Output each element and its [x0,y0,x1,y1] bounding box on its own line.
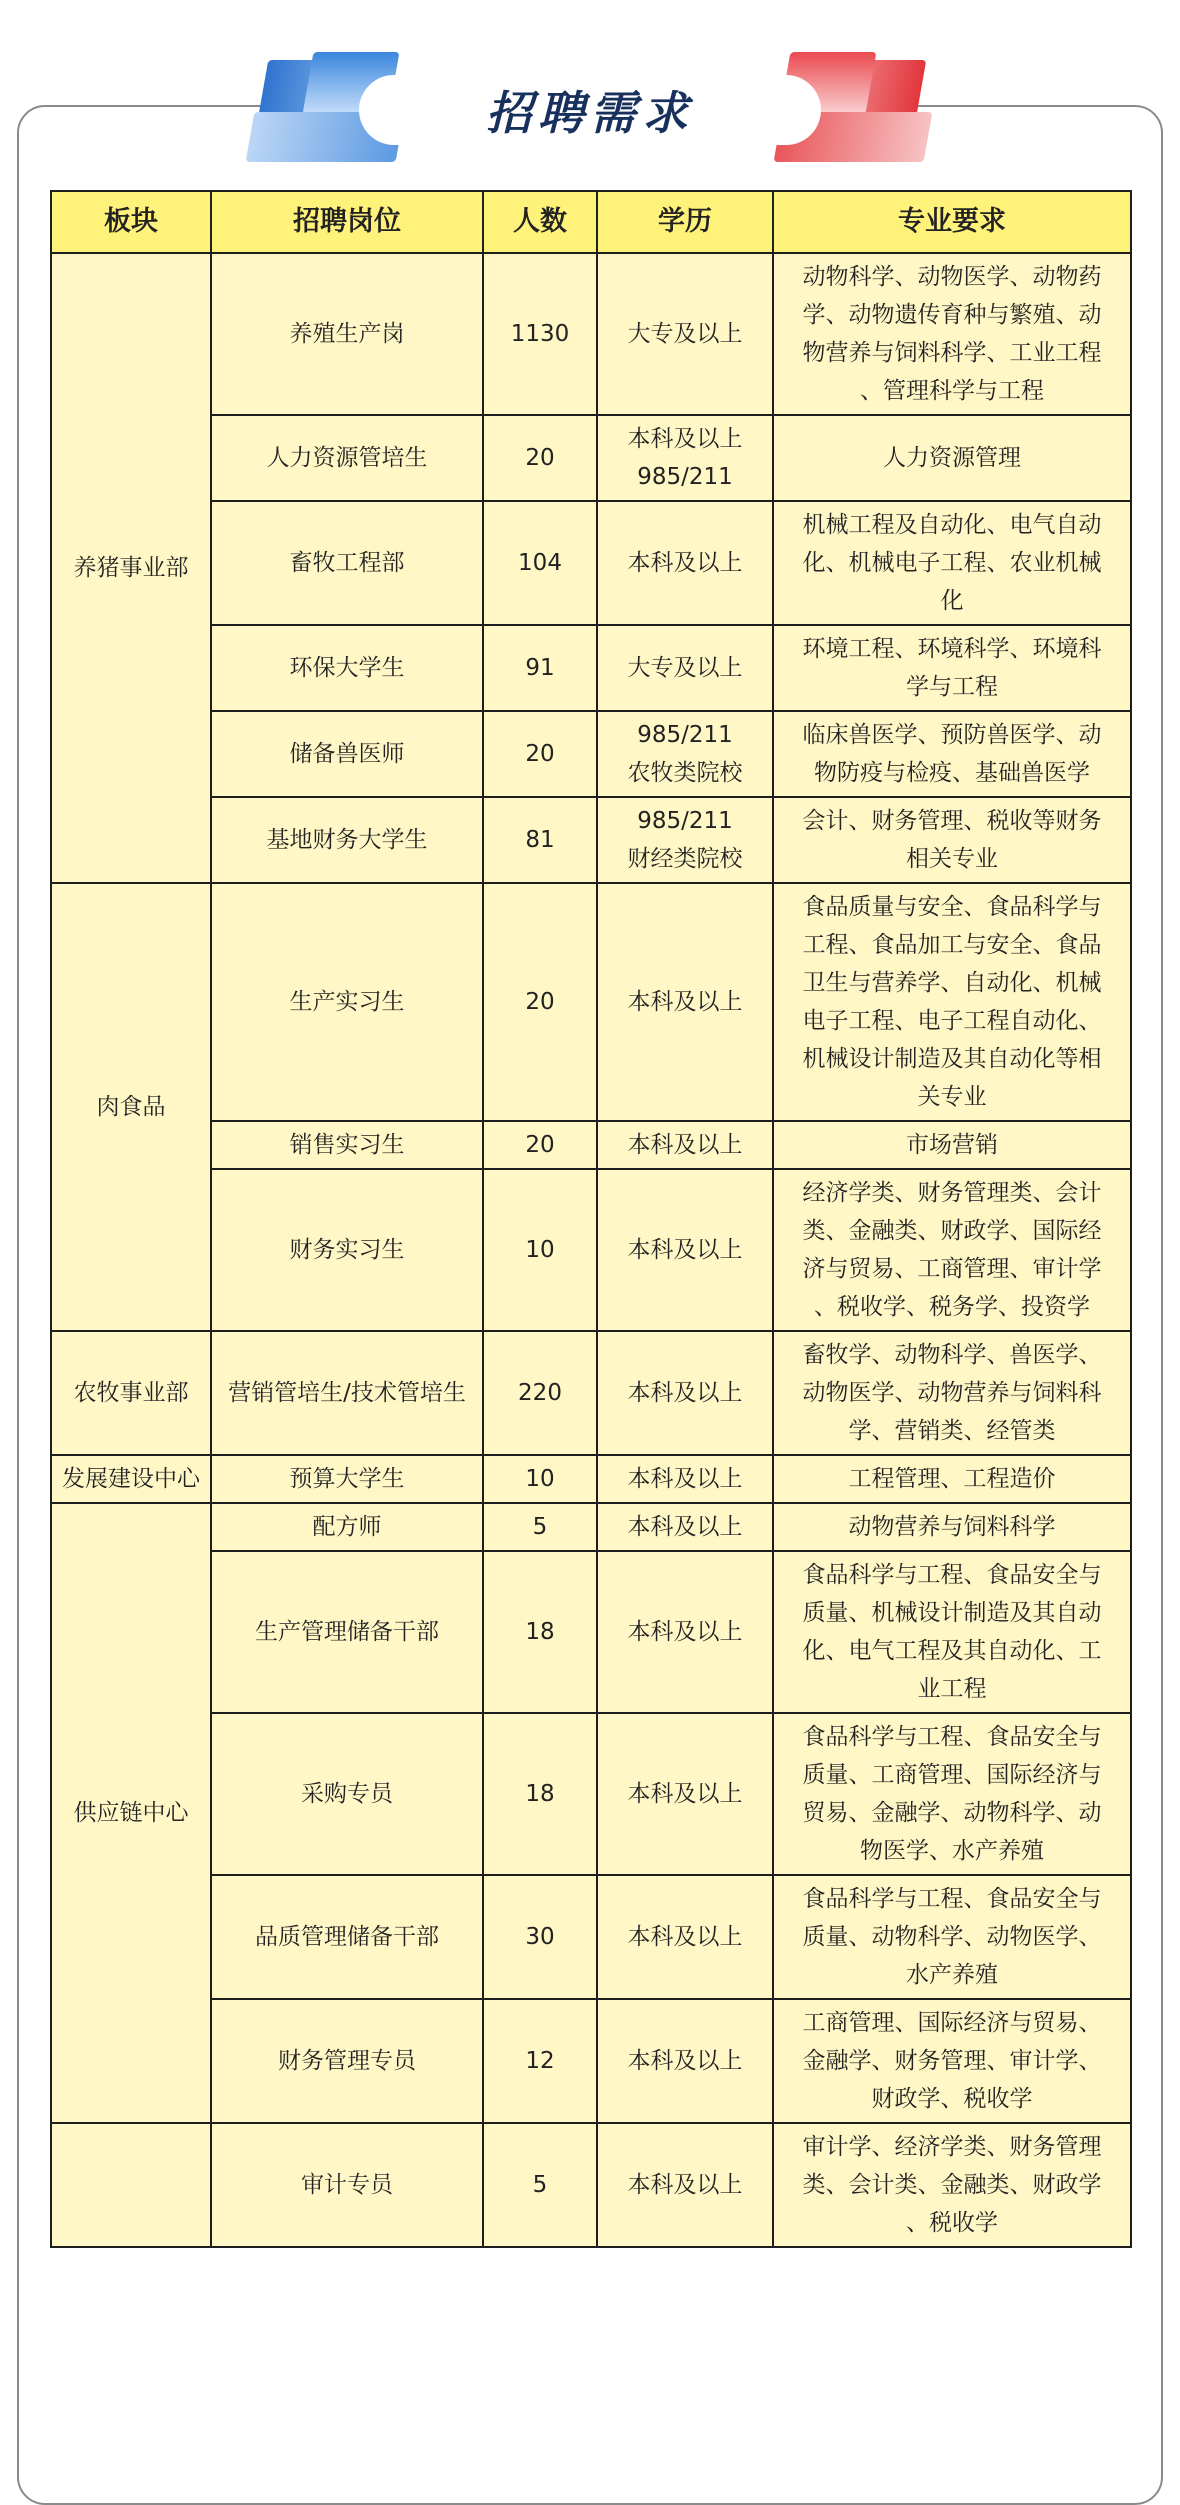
position-cell: 生产实习生 [211,883,483,1121]
major-line: 食品科学与工程、食品安全与 [802,1886,1102,1912]
major-line: 化、电气工程及其自动化、工 [802,1638,1102,1664]
education-cell [597,1999,773,2123]
table-body [51,253,1131,2247]
division-cell: 供应链中心 [51,1503,211,2123]
major-line: 经济学类、财务管理类、会计 [802,1180,1102,1206]
education-line: 本科及以上 [627,1514,743,1540]
education-cell [597,1331,773,1455]
major-cell [773,1121,1131,1169]
education-cell [597,1121,773,1169]
major-line: 关专业 [917,1084,987,1110]
education-line: 本科及以上 [627,1781,743,1807]
division-cell: 农牧事业部 [51,1331,211,1455]
education-line: 本科及以上 [627,1619,743,1645]
position-cell: 营销管培生/技术管培生 [211,1331,483,1455]
education-line: 财经类院校 [627,846,743,872]
count-cell: 20 [483,711,597,797]
major-line: 相关专业 [906,846,998,872]
major-line: 学、营销类、经管类 [848,1418,1056,1444]
major-cell [773,1331,1131,1455]
major-line: 贸易、金融学、动物科学、动 [802,1800,1102,1826]
major-line: 临床兽医学、预防兽医学、动 [802,722,1102,748]
major-line: 市场营销 [906,1132,998,1158]
table-row [51,1713,1131,1875]
title-pill [362,78,818,142]
column-header-position: 招聘岗位 [211,191,483,253]
education-line: 大专及以上 [627,655,743,681]
count-cell: 18 [483,1713,597,1875]
major-line: 财政学、税收学 [871,2086,1033,2112]
education-cell [597,1503,773,1551]
major-line: 质量、工商管理、国际经济与 [802,1762,1102,1788]
count-cell: 81 [483,797,597,883]
education-line: 985/211 [637,722,733,748]
major-cell [773,415,1131,501]
page-title: 招聘需求 [486,86,694,140]
education-line: 本科及以上 [627,1924,743,1950]
position-cell: 生产管理储备干部 [211,1551,483,1713]
position-cell: 养殖生产岗 [211,253,483,415]
major-line: 质量、动物科学、动物医学、 [802,1924,1102,1950]
title-banner [250,52,930,168]
count-cell: 91 [483,625,597,711]
division-cell [51,2123,211,2247]
education-cell [597,501,773,625]
education-line: 本科及以上 [627,1237,743,1263]
major-line: 食品科学与工程、食品安全与 [802,1724,1102,1750]
count-cell: 20 [483,415,597,501]
major-line: 动物营养与饲料科学 [848,1514,1056,1540]
education-line: 本科及以上 [627,989,743,1015]
position-cell: 人力资源管培生 [211,415,483,501]
major-line: 物医学、水产养殖 [860,1838,1044,1864]
education-cell [597,625,773,711]
major-cell [773,253,1131,415]
position-cell: 采购专员 [211,1713,483,1875]
education-cell [597,1875,773,1999]
education-line: 985/211 [637,808,733,834]
education-line: 985/211 [637,464,733,490]
major-line: 工程管理、工程造价 [848,1466,1056,1492]
count-cell: 20 [483,1121,597,1169]
major-cell [773,711,1131,797]
position-cell: 销售实习生 [211,1121,483,1169]
position-cell: 财务管理专员 [211,1999,483,2123]
table-row [51,1455,1131,1503]
table-row [51,2123,1131,2247]
major-cell [773,1713,1131,1875]
table-row [51,415,1131,501]
major-line: 机械设计制造及其自动化等相 [802,1046,1102,1072]
count-cell: 5 [483,1503,597,1551]
education-line: 本科及以上 [627,1466,743,1492]
education-line: 本科及以上 [627,2048,743,2074]
table-row [51,1875,1131,1999]
count-cell: 104 [483,501,597,625]
division-cell: 发展建设中心 [51,1455,211,1503]
column-header-education: 学历 [597,191,773,253]
major-cell [773,797,1131,883]
major-line: 金融学、财务管理、审计学、 [802,2048,1102,2074]
table-row [51,1999,1131,2123]
position-cell: 预算大学生 [211,1455,483,1503]
major-line: 会计、财务管理、税收等财务 [802,808,1102,834]
table-row [51,1331,1131,1455]
major-line: 畜牧学、动物科学、兽医学、 [802,1342,1102,1368]
education-line: 本科及以上 [627,2172,743,2198]
table-row [51,501,1131,625]
major-line: 物防疫与检疫、基础兽医学 [814,760,1090,786]
table-row [51,625,1131,711]
major-cell [773,1455,1131,1503]
education-line: 本科及以上 [627,1132,743,1158]
count-cell: 18 [483,1551,597,1713]
major-line: 学与工程 [906,674,998,700]
major-line: 电子工程、电子工程自动化、 [802,1008,1102,1034]
count-cell: 10 [483,1169,597,1331]
major-line: 学、动物遗传育种与繁殖、动 [802,302,1102,328]
major-line: 类、金融类、财政学、国际经 [802,1218,1102,1244]
major-line: 类、会计类、金融类、财政学 [802,2172,1102,2198]
major-cell [773,1551,1131,1713]
column-header-count: 人数 [483,191,597,253]
count-cell: 10 [483,1455,597,1503]
education-cell [597,883,773,1121]
major-line: 业工程 [917,1676,987,1702]
count-cell: 20 [483,883,597,1121]
position-cell: 财务实习生 [211,1169,483,1331]
column-header-division: 板块 [51,191,211,253]
major-cell [773,501,1131,625]
position-cell: 环保大学生 [211,625,483,711]
table-header-row [51,191,1131,253]
education-line: 本科及以上 [627,1380,743,1406]
table-row [51,1121,1131,1169]
education-cell [597,711,773,797]
education-line: 本科及以上 [627,426,743,452]
position-cell: 畜牧工程部 [211,501,483,625]
major-line: 动物科学、动物医学、动物药 [802,264,1102,290]
major-cell [773,1999,1131,2123]
count-cell: 5 [483,2123,597,2247]
major-line: 工程、食品加工与安全、食品 [802,932,1102,958]
education-line: 大专及以上 [627,321,743,347]
education-cell [597,1455,773,1503]
position-cell: 品质管理储备干部 [211,1875,483,1999]
education-cell [597,253,773,415]
major-line: 动物医学、动物营养与饲料科 [802,1380,1102,1406]
education-cell [597,415,773,501]
division-cell: 养猪事业部 [51,253,211,883]
major-line: 济与贸易、工商管理、审计学 [802,1256,1102,1282]
table-row [51,797,1131,883]
division-cell: 肉食品 [51,883,211,1331]
major-line: 物营养与饲料科学、工业工程 [802,340,1102,366]
position-cell: 审计专员 [211,2123,483,2247]
major-cell [773,1503,1131,1551]
major-cell [773,1169,1131,1331]
recruitment-table [50,190,1132,2248]
major-line: 审计学、经济学类、财务管理 [802,2134,1102,2160]
count-cell: 30 [483,1875,597,1999]
table-row [51,711,1131,797]
major-line: 食品科学与工程、食品安全与 [802,1562,1102,1588]
education-cell [597,1713,773,1875]
column-header-major: 专业要求 [773,191,1131,253]
position-cell: 配方师 [211,1503,483,1551]
major-line: 、税收学 [906,2210,998,2236]
major-line: 机械工程及自动化、电气自动 [802,512,1102,538]
table-row [51,1551,1131,1713]
education-cell [597,1551,773,1713]
major-line: 食品质量与安全、食品科学与 [802,894,1102,920]
count-cell: 1130 [483,253,597,415]
major-line: 卫生与营养学、自动化、机械 [802,970,1102,996]
major-cell [773,883,1131,1121]
education-cell [597,1169,773,1331]
table-row [51,1503,1131,1551]
major-line: 化 [940,588,964,614]
count-cell: 12 [483,1999,597,2123]
position-cell: 储备兽医师 [211,711,483,797]
major-line: 水产养殖 [906,1962,998,1988]
education-line: 本科及以上 [627,550,743,576]
table-row [51,253,1131,415]
position-cell: 基地财务大学生 [211,797,483,883]
major-line: 质量、机械设计制造及其自动 [802,1600,1102,1626]
major-line: 环境工程、环境科学、环境科 [802,636,1102,662]
major-cell [773,1875,1131,1999]
major-cell [773,625,1131,711]
education-line: 农牧类院校 [627,760,743,786]
table-row [51,883,1131,1121]
major-line: 、税收学、税务学、投资学 [814,1294,1090,1320]
major-line: 人力资源管理 [883,445,1021,471]
education-cell [597,797,773,883]
major-line: 工商管理、国际经济与贸易、 [802,2010,1102,2036]
major-cell [773,2123,1131,2247]
education-cell [597,2123,773,2247]
count-cell: 220 [483,1331,597,1455]
major-line: 、管理科学与工程 [860,378,1044,404]
table-row [51,1169,1131,1331]
major-line: 化、机械电子工程、农业机械 [802,550,1102,576]
